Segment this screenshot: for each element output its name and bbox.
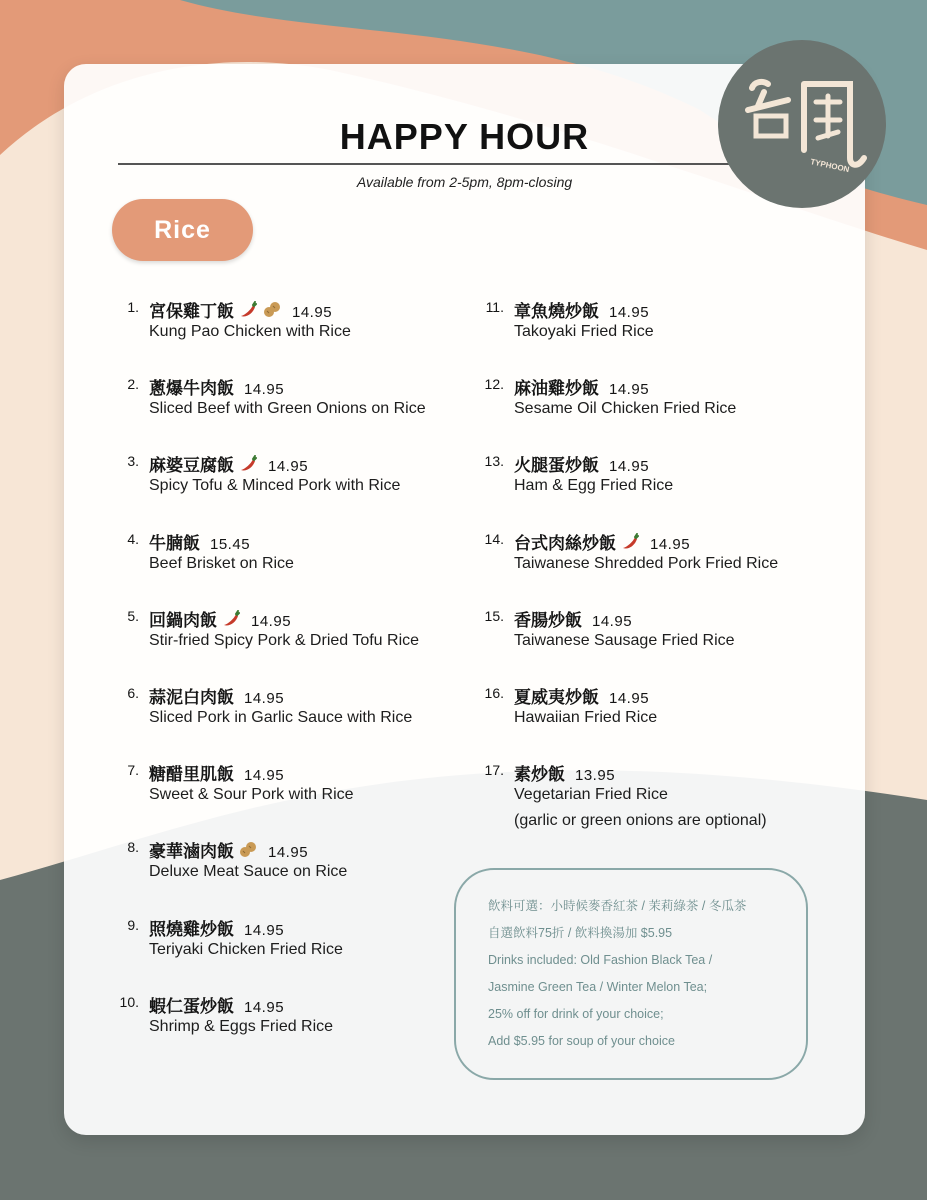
menu-item-number: 3. [127,453,139,470]
menu-item-chinese-name: 回鍋肉飯 14.95 [149,610,292,631]
menu-item-english-name: Kung Pao Chicken with Rice [149,323,351,340]
menu-item-number: 16. [484,685,504,701]
menu-item-chinese-name: 牛腩飯 15.45 [149,533,251,554]
menu-item-english-name: Sesame Oil Chicken Fried Rice [514,400,737,418]
menu-item-chinese-name: 香腸炒飯 14.95 [514,610,633,631]
menu-item-chinese-name: 台式肉絲炒飯 14.95 [514,533,691,554]
peanut-icon [234,842,258,861]
drinks-line: Drinks included: Old Fashion Black Tea / [488,953,713,967]
menu-item-number: 4. [127,530,139,547]
menu-item-price: 14.95 [244,690,285,707]
menu-item-english-name: Taiwanese Sausage Fried Rice [514,631,735,649]
menu-item-price: 14.95 [244,921,285,939]
menu-item-number: 12. [484,376,504,393]
menu-item-price: 14.95 [592,612,633,630]
menu-item-chinese-name: 糖醋里肌飯 14.95 [149,765,285,786]
menu-card [64,64,865,1135]
availability-text: Available from 2-5pm, 8pm-closing [356,174,573,190]
menu-item-price: 14.95 [251,612,292,630]
menu-item-price: 14.95 [268,844,309,862]
menu-item-price: 14.95 [609,690,650,707]
menu-item-number: 8. [127,839,139,856]
menu-item-english-name: Shrimp & Eggs Fried Rice [149,1017,334,1035]
chili-icon [234,456,258,475]
chili-icon [616,534,640,553]
menu-item-number: 2. [127,376,139,393]
menu-item-english-name: Vegetarian Fried Rice [514,786,668,804]
menu-item-price: 14.95 [268,458,309,476]
menu-item-note: (garlic or green onions are optional) [514,812,767,830]
menu-item-english-name: Hawaiian Fried Rice [514,709,658,726]
menu-item-english-name: Deluxe Meat Sauce on Rice [149,863,348,881]
peanut-icon [258,302,282,321]
menu-item-price: 13.95 [575,767,616,785]
drinks-line: Jasmine Green Tea / Winter Melon Tea; [488,980,708,994]
menu-item-english-name: Sweet & Sour Pork with Rice [149,786,354,804]
menu-item-english-name: Stir-fried Spicy Pork & Dried Tofu Rice [149,631,420,649]
menu-item-chinese-name: 宮保雞丁飯 14.95 [149,302,333,322]
menu-item-english-name: Sliced Beef with Green Onions on Rice [149,400,426,418]
menu-item-english-name: Sliced Pork in Garlic Sauce with Rice [149,709,413,726]
chili-icon [234,302,258,321]
menu-item-price: 14.95 [650,535,691,553]
page-title: HAPPY HOUR [339,116,590,157]
menu-item-chinese-name: 章魚燒炒飯 14.95 [514,302,650,322]
menu-item-price: 14.95 [244,767,285,785]
menu-item-number: 17. [484,762,504,779]
menu-item-english-name: Ham & Egg Fried Rice [514,477,674,495]
menu-item-price: 14.95 [609,381,650,399]
menu-item-chinese-name: 麻婆豆腐飯 14.95 [149,456,309,477]
menu-item-number: 11. [485,299,504,315]
drinks-line: 25% off for drink of your choice; [488,1007,664,1021]
category-badge: Rice [112,199,253,261]
menu-item-chinese-name: 蒜泥白肉飯 14.95 [149,688,285,708]
menu-item-number: 15. [484,607,504,624]
drinks-line: 自選飲料75折 / 飲料換湯加 $5.95 [488,926,673,940]
drinks-line: Add $5.95 for soup of your choice [488,1034,675,1048]
drinks-line: 飲料可選：小時候麥香紅茶 / 茉莉綠茶 / 冬瓜茶 [488,899,747,913]
typhoon-logo [718,40,886,208]
menu-item-price: 14.95 [244,998,285,1016]
menu-item-price: 14.95 [292,304,333,321]
menu-item-english-name: Taiwanese Shredded Pork Fried Rice [514,554,779,572]
menu-item-number: 10. [119,993,139,1010]
logo-english-text: TYPHOON [809,157,851,175]
menu-item-english-name: Takoyaki Fried Rice [514,323,654,340]
menu-item-chinese-name: 蝦仁蛋炒飯 14.95 [149,996,285,1017]
menu-item-number: 6. [127,685,139,701]
menu-item-chinese-name: 蔥爆牛肉飯 14.95 [149,379,285,400]
menu-item-english-name: Spicy Tofu & Minced Pork with Rice [149,477,401,495]
menu-item-price: 14.95 [609,304,650,321]
menu-item-price: 14.95 [609,458,650,476]
menu-item-english-name: Beef Brisket on Rice [149,554,294,572]
menu-item-chinese-name: 火腿蛋炒飯 14.95 [514,456,650,477]
menu-item-chinese-name: 素炒飯 13.95 [514,765,616,786]
menu-item-chinese-name: 夏威夷炒飯 14.95 [514,688,650,708]
title-divider [118,163,808,165]
drinks-info-box [454,868,808,1080]
menu-item-price: 14.95 [244,381,285,399]
menu-item-chinese-name: 麻油雞炒飯 14.95 [514,379,650,400]
menu-item-number: 1. [127,299,139,315]
menu-item-chinese-name: 照燒雞炒飯 14.95 [149,919,285,940]
menu-item-price: 15.45 [210,535,251,553]
menu-item-number: 13. [484,453,504,470]
menu-item-number: 14. [484,530,504,547]
menu-item-number: 5. [127,607,139,624]
menu-item-english-name: Teriyaki Chicken Fried Rice [149,940,343,958]
menu-item-number: 7. [127,762,139,779]
menu-item-chinese-name: 豪華滷肉飯 14.95 [149,842,309,863]
chili-icon [217,611,241,630]
menu-item-number: 9. [127,916,139,933]
